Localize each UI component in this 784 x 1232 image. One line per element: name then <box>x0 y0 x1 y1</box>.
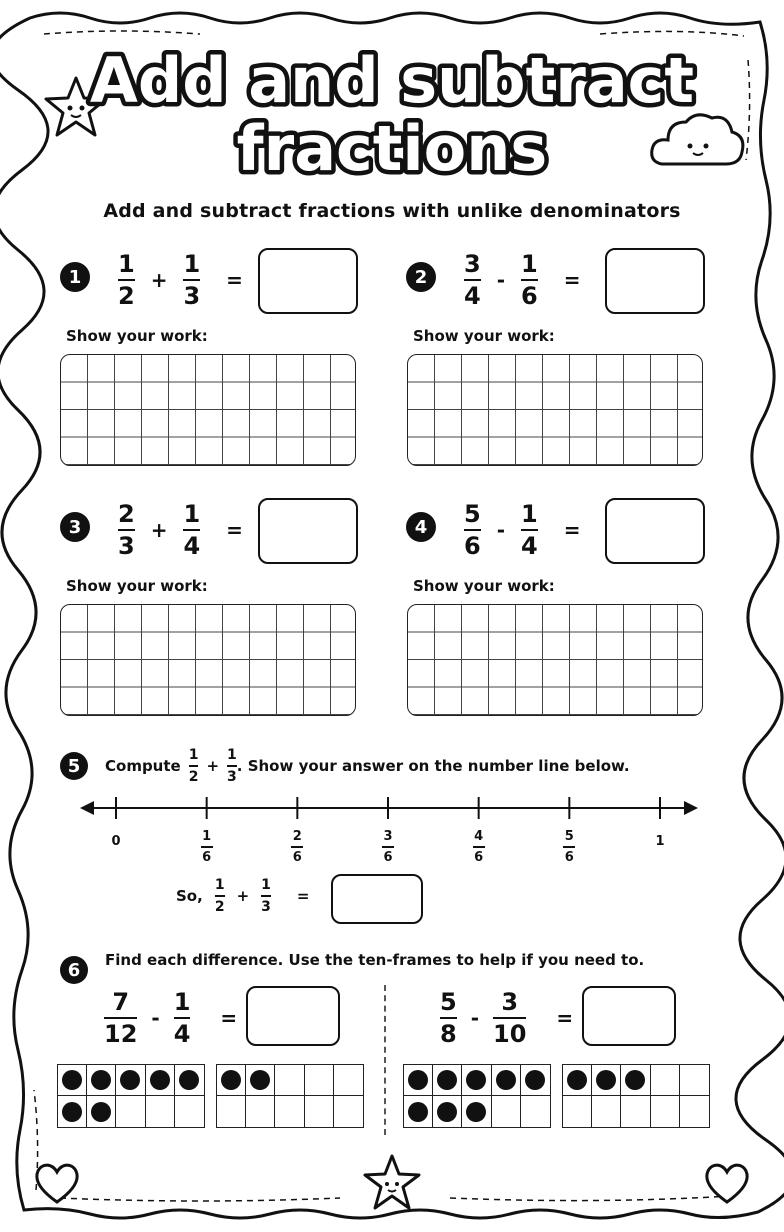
svg-text:Add and subtract: Add and subtract <box>89 44 695 117</box>
problem-2-expression <box>464 252 580 308</box>
number-line-label: 4 6 <box>474 829 484 865</box>
problem-number-badge: 6 <box>60 956 88 984</box>
prompt-text: Compute <box>105 756 181 775</box>
counter-dot <box>408 1070 428 1090</box>
ten-frame-cell <box>58 1096 87 1127</box>
so-label: So, <box>176 886 203 905</box>
prompt-text: . Show your answer on the number line below. <box>236 756 630 775</box>
counter-dot <box>466 1070 486 1090</box>
counter-dot <box>408 1102 428 1122</box>
ten-frame-cell <box>680 1096 709 1127</box>
ten-frame-cell <box>621 1065 650 1096</box>
ten-frame-cell <box>305 1096 334 1127</box>
page-title <box>0 30 784 190</box>
number-line-label: 2 6 <box>292 829 302 865</box>
number-line-label: 0 <box>111 834 121 849</box>
counter-dot <box>91 1102 111 1122</box>
ten-frame-cell <box>404 1096 433 1127</box>
fraction: $\frac{1}{2}$ <box>214 877 225 915</box>
ten-frame <box>216 1064 364 1128</box>
number-line[interactable] <box>78 792 702 828</box>
heart-icon <box>32 1160 82 1206</box>
counter-dot <box>496 1070 516 1090</box>
fraction: $\frac{3}{10}$ <box>493 988 527 1048</box>
fraction: $\frac{1}{3}$ <box>261 877 271 915</box>
problem-number-badge: 3 <box>60 512 90 542</box>
ten-frame-cell <box>521 1096 550 1127</box>
fraction: $\frac{2}{3}$ <box>118 500 135 560</box>
ten-frame-cell <box>563 1065 592 1096</box>
fraction: $\frac{1}{2}$ <box>118 250 135 310</box>
ten-frame-cell <box>146 1065 175 1096</box>
equals-sign: = <box>226 518 243 542</box>
ten-frame-cell <box>433 1096 462 1127</box>
ten-frame-cell <box>116 1065 145 1096</box>
fraction: $\frac{5}{6}$ <box>464 500 481 560</box>
ten-frame-cell <box>58 1065 87 1096</box>
show-work-label: Show your work: <box>413 327 555 345</box>
fraction: $\frac{1}{6}$ <box>521 250 538 310</box>
ten-frame-cell <box>217 1065 246 1096</box>
ten-frame-cell <box>621 1096 650 1127</box>
equals-sign: = <box>296 886 310 905</box>
ten-frame-cell <box>334 1065 363 1096</box>
operator: + <box>150 268 168 292</box>
number-line-label: 5 6 <box>564 829 574 865</box>
ten-frame-cell <box>433 1065 462 1096</box>
star-icon <box>356 1152 428 1216</box>
equals-sign: = <box>226 268 243 292</box>
ten-frame-cell <box>175 1065 204 1096</box>
ten-frame-cell <box>334 1096 363 1127</box>
counter-dot <box>221 1070 241 1090</box>
problem-number-badge: 5 <box>60 752 88 780</box>
problem-number-badge: 2 <box>406 262 436 292</box>
ten-frame <box>57 1064 205 1128</box>
work-grid-4[interactable] <box>407 604 703 716</box>
ten-frame <box>562 1064 710 1128</box>
fraction: $\frac{1}{4}$ <box>521 500 538 560</box>
svg-text:fractions: fractions <box>236 112 548 185</box>
ten-frame-cell <box>492 1065 521 1096</box>
ten-frame-cell <box>217 1096 246 1127</box>
equals-sign: = <box>556 1006 574 1030</box>
arrow-right-icon <box>684 801 698 815</box>
answer-box-1[interactable] <box>258 248 358 314</box>
work-grid-1[interactable] <box>60 354 356 466</box>
ten-frame-cell <box>592 1065 621 1096</box>
ten-frame-cell <box>246 1065 275 1096</box>
ten-frame-cell <box>492 1096 521 1127</box>
operator: + <box>206 756 220 775</box>
operator: - <box>496 518 506 542</box>
show-work-label: Show your work: <box>66 577 208 595</box>
divider <box>384 985 386 1135</box>
equals-sign: = <box>563 518 581 542</box>
equals-sign: = <box>563 268 581 292</box>
number-line-label: 1 6 <box>202 829 212 865</box>
ten-frame-cell <box>651 1065 680 1096</box>
heart-icon <box>702 1160 752 1206</box>
answer-box-6b[interactable] <box>582 986 676 1046</box>
page-subtitle: Add and subtract fractions with unlike denominators <box>103 200 681 222</box>
counter-dot <box>437 1102 457 1122</box>
ten-frame-cell <box>275 1096 304 1127</box>
fraction: $\frac{1}{3}$ <box>227 747 237 785</box>
counter-dot <box>62 1102 82 1122</box>
answer-box-4[interactable] <box>605 498 705 564</box>
problem-6-right-expression <box>440 990 573 1046</box>
ten-frame-cell <box>563 1096 592 1127</box>
answer-box-5[interactable] <box>331 874 423 924</box>
counter-dot <box>91 1070 111 1090</box>
problem-3-expression <box>118 502 243 558</box>
number-line-label: 1 <box>655 834 665 849</box>
problem-5-answer-line <box>176 878 309 914</box>
counter-dot <box>179 1070 199 1090</box>
counter-dot <box>250 1070 270 1090</box>
counter-dot <box>62 1070 82 1090</box>
show-work-label: Show your work: <box>413 577 555 595</box>
counter-dot <box>525 1070 545 1090</box>
ten-frame-cell <box>651 1096 680 1127</box>
operator: + <box>236 886 250 905</box>
fraction: $\frac{1}{2}$ <box>188 747 199 785</box>
operator: + <box>150 518 168 542</box>
ten-frame-cell <box>521 1065 550 1096</box>
problem-4-expression <box>464 502 580 558</box>
ten-frame-cell <box>404 1065 433 1096</box>
answer-box-6a[interactable] <box>246 986 340 1046</box>
ten-frame-cell <box>146 1096 175 1127</box>
work-grid-3[interactable] <box>60 604 356 716</box>
fraction: $\frac{1}{4}$ <box>173 988 191 1048</box>
fraction: $\frac{5}{8}$ <box>440 988 457 1048</box>
answer-box-3[interactable] <box>258 498 358 564</box>
counter-dot <box>596 1070 616 1090</box>
problem-6-instruction: Find each difference. Use the ten-frames to help if you need to. <box>105 951 645 969</box>
ten-frame-cell <box>87 1096 116 1127</box>
ten-frame-cell <box>680 1065 709 1096</box>
problem-number-badge: 1 <box>60 262 90 292</box>
counter-dot <box>120 1070 140 1090</box>
equals-sign: = <box>220 1006 238 1030</box>
ten-frame <box>403 1064 551 1128</box>
counter-dot <box>466 1102 486 1122</box>
ten-frame-cell <box>305 1065 334 1096</box>
counter-dot <box>150 1070 170 1090</box>
answer-box-2[interactable] <box>605 248 705 314</box>
ten-frame-cell <box>87 1065 116 1096</box>
ten-frame-cell <box>592 1096 621 1127</box>
ten-frame-cell <box>462 1096 491 1127</box>
ten-frame-cell <box>175 1096 204 1127</box>
counter-dot <box>625 1070 645 1090</box>
problem-number-badge: 4 <box>406 512 436 542</box>
arrow-left-icon <box>80 801 94 815</box>
ten-frame-cell <box>275 1065 304 1096</box>
ten-frame-cell <box>246 1096 275 1127</box>
fraction: $\frac{1}{3}$ <box>183 250 201 310</box>
fraction: $\frac{7}{12}$ <box>104 988 138 1048</box>
show-work-label: Show your work: <box>66 327 208 345</box>
ten-frame-cell <box>462 1065 491 1096</box>
counter-dot <box>437 1070 457 1090</box>
operator: - <box>470 1006 480 1030</box>
fraction: $\frac{1}{4}$ <box>183 500 201 560</box>
problem-6-left-expression <box>104 990 237 1046</box>
counter-dot <box>567 1070 587 1090</box>
problem-1-expression <box>118 252 243 308</box>
fraction: $\frac{3}{4}$ <box>464 250 481 310</box>
number-line-label: 3 6 <box>383 829 393 865</box>
work-grid-2[interactable] <box>407 354 703 466</box>
problem-5-prompt <box>105 748 630 784</box>
operator: - <box>151 1006 160 1030</box>
ten-frame-cell <box>116 1096 145 1127</box>
operator: - <box>496 268 506 292</box>
